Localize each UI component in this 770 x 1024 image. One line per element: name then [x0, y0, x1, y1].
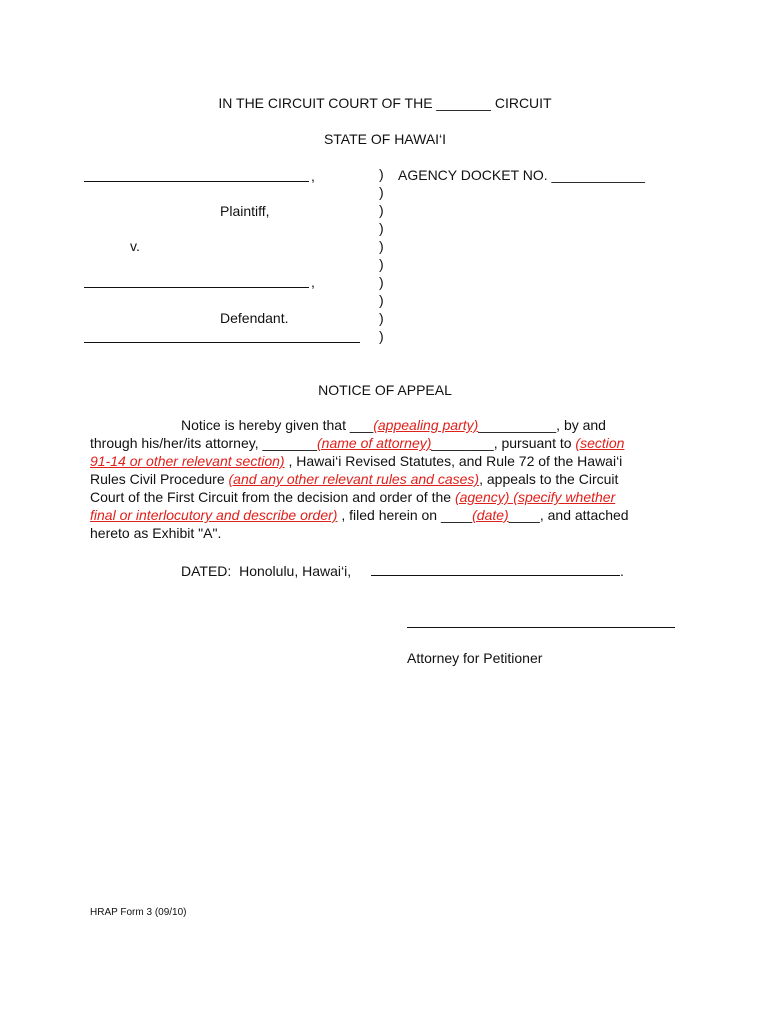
body-line-4 — [90, 470, 618, 488]
body-text: , Hawai‘i Revised Statutes, and Rule 72 of the Hawai‘i — [284, 453, 623, 469]
form-footer: HRAP Form 3 (09/10) — [90, 907, 187, 918]
caption-paren: ) — [379, 202, 384, 218]
section-field-continued[interactable]: 91-14 or other relevant section) — [90, 453, 285, 469]
dated-period: . — [620, 563, 624, 579]
caption-paren: ) — [379, 166, 384, 182]
signature-label: Attorney for Petitioner — [407, 650, 543, 666]
caption-paren: ) — [379, 292, 384, 308]
body-text: Court of the First Circuit from the decision and order of the — [90, 489, 455, 505]
body-text: , appeals to the Circuit — [479, 471, 619, 487]
dated-label: DATED: Honolulu, Hawai‘i, — [181, 563, 356, 579]
versus-label: v. — [130, 238, 140, 254]
rules-cases-field[interactable]: (and any other relevant rules and cases) — [228, 471, 480, 487]
body-line-7: hereto as Exhibit "A". — [90, 525, 222, 541]
caption-paren: ) — [379, 256, 384, 272]
caption-divider — [379, 165, 384, 345]
order-description-field[interactable]: final or interlocutory and describe order) — [90, 507, 338, 523]
caption-paren: ) — [379, 184, 384, 200]
defendant-name-line — [84, 287, 309, 288]
body-line-2 — [90, 434, 624, 452]
plaintiff-comma: , — [311, 168, 315, 184]
state-heading: STATE OF HAWAI‘I — [323, 131, 447, 147]
caption-paren: ) — [379, 310, 384, 326]
date-field[interactable]: (date) — [472, 507, 509, 523]
body-text: through his/her/its attorney, _______ — [90, 435, 318, 451]
body-line-6 — [90, 506, 629, 524]
caption-paren: ) — [379, 274, 384, 290]
section-field[interactable]: (section — [575, 435, 625, 451]
court-heading: IN THE CIRCUIT COURT OF THE _______ CIRCUIT — [218, 95, 552, 111]
plaintiff-label: Plaintiff, — [220, 203, 270, 219]
document-title: NOTICE OF APPEAL — [318, 382, 452, 398]
caption-paren: ) — [379, 238, 384, 254]
body-text: Rules Civil Procedure — [90, 471, 229, 487]
caption-paren: ) — [379, 220, 384, 236]
caption-bottom-line — [84, 342, 360, 343]
defendant-comma: , — [311, 274, 315, 290]
signature-line[interactable] — [407, 627, 675, 628]
attorney-name-field[interactable]: (name of attorney) — [317, 435, 432, 451]
caption-paren: ) — [379, 328, 384, 344]
body-text: Notice is hereby given that ___ — [181, 417, 374, 433]
body-line-3 — [90, 452, 622, 470]
agency-docket-label: AGENCY DOCKET NO. ____________ — [398, 167, 645, 183]
body-text: , filed herein on ____ — [337, 507, 473, 523]
body-line-1 — [181, 416, 606, 434]
appealing-party-field[interactable]: (appealing party) — [373, 417, 479, 433]
defendant-label: Defendant. — [220, 310, 289, 326]
body-text: ____, and attached — [508, 507, 629, 523]
body-line-5 — [90, 488, 615, 506]
agency-field[interactable]: (agency) (specify whether — [454, 489, 616, 505]
dated-date-line[interactable] — [371, 575, 620, 576]
body-text: ________, pursuant to — [431, 435, 576, 451]
body-text: __________, by and — [478, 417, 606, 433]
plaintiff-name-line — [84, 181, 309, 182]
